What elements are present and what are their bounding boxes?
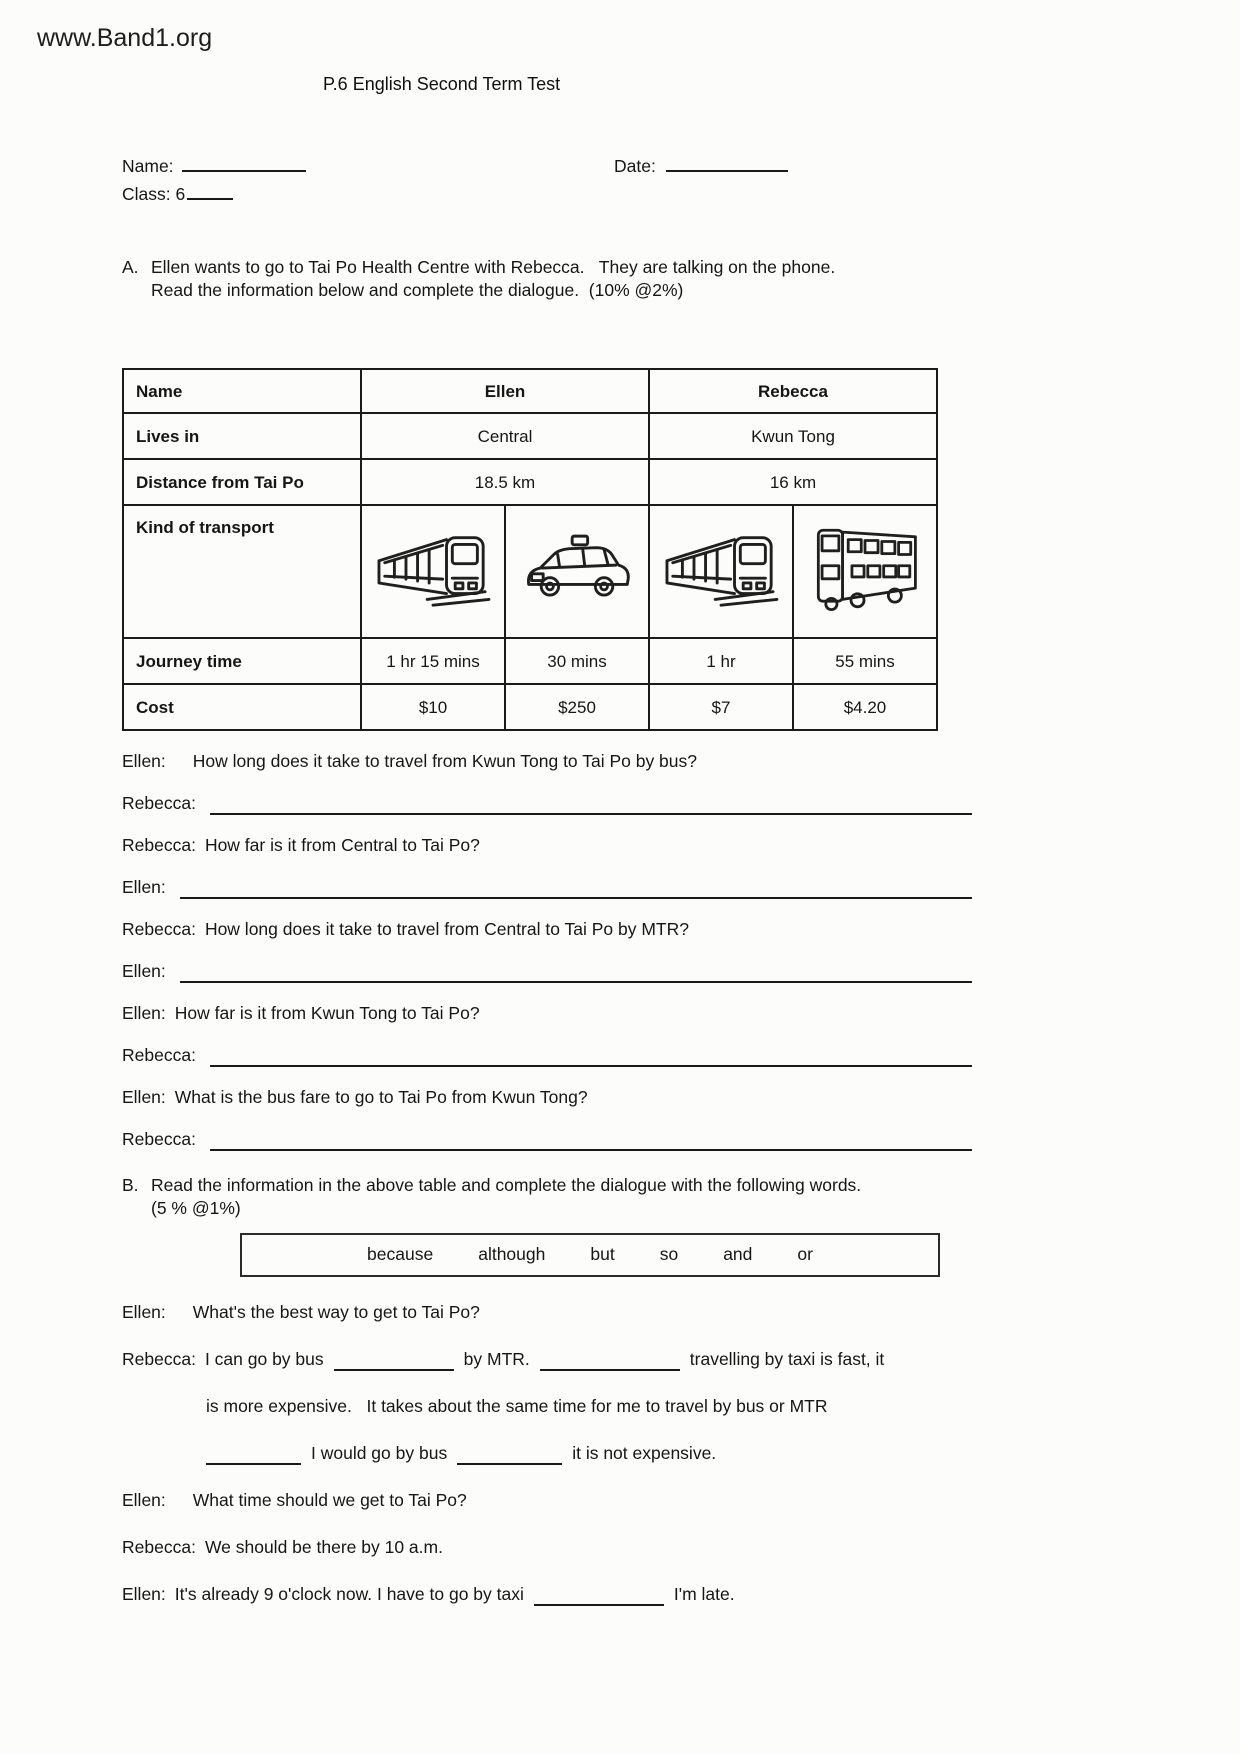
dialogue-answer	[122, 1348, 972, 1371]
section-b-heading	[122, 1174, 972, 1197]
question-text: I'm late.	[673, 1584, 735, 1604]
lives-in-ellen: Central	[361, 413, 649, 459]
answer-text: it is not expensive.	[572, 1443, 717, 1463]
section-a-line2: Read the information below and complete the dialogue. (10% @2%)	[151, 280, 684, 300]
dialogue-question	[122, 834, 972, 857]
dialogue-continuation	[122, 1442, 972, 1465]
main-content	[122, 256, 972, 1606]
dialogue-answer	[122, 960, 972, 983]
date-blank	[666, 155, 788, 172]
transport-ellen-mtr	[361, 505, 505, 638]
header-name-cell: Name	[123, 369, 361, 413]
word-bank-word: or	[797, 1244, 813, 1264]
answer-blank-line	[210, 1130, 972, 1151]
word-bank-word: and	[723, 1244, 753, 1264]
dialogue-question	[122, 918, 972, 941]
transport-label: Kind of transport	[123, 505, 361, 638]
speaker-label: Ellen:	[122, 1087, 166, 1107]
name-line	[122, 155, 306, 177]
header-rebecca-cell: Rebecca	[649, 369, 937, 413]
speaker-label: Ellen:	[122, 877, 166, 897]
section-a-line1: Ellen wants to go to Tai Po Health Centre with Rebecca. They are talking on the phone.	[151, 257, 836, 277]
double-decker-bus-icon	[809, 524, 921, 620]
date-label: Date:	[614, 156, 656, 176]
dialogue-question	[122, 1583, 972, 1606]
lives-in-rebecca: Kwun Tong	[649, 413, 937, 459]
fill-in-blank	[457, 1444, 562, 1465]
page-title: P.6 English Second Term Test	[323, 74, 561, 94]
distance-label: Distance from Tai Po	[123, 459, 361, 505]
fill-in-blank	[534, 1585, 664, 1606]
speaker-label: Ellen:	[122, 1490, 166, 1510]
speaker-label: Rebecca:	[122, 919, 196, 939]
dialogue-continuation	[122, 1395, 972, 1418]
section-a-label: A.	[122, 257, 139, 277]
answer-blank-line	[210, 794, 972, 815]
distance-rebecca: 16 km	[649, 459, 937, 505]
section-b-line1: Read the information in the above table and complete the dialogue with the following words.	[151, 1175, 862, 1195]
question-text: How long does it take to travel from Kwun Tong to Tai Po by bus?	[192, 751, 697, 771]
journey-rebecca-mtr: 1 hr	[649, 638, 793, 684]
name-blank	[182, 155, 306, 172]
word-bank-word: although	[478, 1244, 546, 1264]
table-row-transport	[123, 505, 937, 638]
journey-ellen-taxi: 30 mins	[505, 638, 649, 684]
transport-ellen-taxi	[505, 505, 649, 638]
transport-rebecca-bus	[793, 505, 937, 638]
answer-blank-line	[210, 1046, 972, 1067]
lives-in-label: Lives in	[123, 413, 361, 459]
taxi-icon	[519, 534, 635, 610]
dialogue-answer	[122, 876, 972, 899]
mtr-train-icon	[663, 528, 779, 616]
date-line	[614, 155, 788, 177]
dialogue-question	[122, 1002, 972, 1025]
speaker-label: Rebecca:	[122, 1045, 196, 1065]
answer-blank-line	[180, 962, 972, 983]
table-row-distance	[123, 459, 937, 505]
question-text: How long does it take to travel from Central to Tai Po by MTR?	[204, 919, 689, 939]
class-blank	[187, 183, 233, 200]
question-text: How far is it from Kwun Tong to Tai Po?	[174, 1003, 480, 1023]
cost-label: Cost	[123, 684, 361, 730]
transport-info-table	[122, 368, 938, 731]
answer-text: I would go by bus	[311, 1443, 448, 1463]
speaker-label: Ellen:	[122, 751, 166, 771]
cost-rebecca-mtr: $7	[649, 684, 793, 730]
dialogue-answer	[122, 792, 972, 815]
section-b-line2: (5 % @1%)	[151, 1198, 241, 1218]
word-bank-word: so	[659, 1244, 679, 1264]
fill-in-blank	[334, 1350, 454, 1371]
question-text: How far is it from Central to Tai Po?	[204, 835, 480, 855]
fill-in-blank	[206, 1444, 301, 1465]
table-row-lives-in	[123, 413, 937, 459]
transport-rebecca-mtr	[649, 505, 793, 638]
cost-rebecca-bus: $4.20	[793, 684, 937, 730]
distance-ellen: 18.5 km	[361, 459, 649, 505]
speaker-label: Rebecca:	[122, 1129, 196, 1149]
table-row-journey-time	[123, 638, 937, 684]
dialogue-question	[122, 1086, 972, 1109]
section-b	[122, 1174, 972, 1606]
speaker-label: Ellen:	[122, 1302, 166, 1322]
table-row-header	[123, 369, 937, 413]
word-bank-word: because	[367, 1244, 434, 1264]
answer-text: We should be there by 10 a.m.	[204, 1537, 443, 1557]
answer-text: travelling by taxi is fast, it	[689, 1349, 885, 1369]
answer-text: is more expensive. It takes about the same time for me to travel by bus or MTR	[206, 1396, 828, 1416]
word-bank-word: but	[590, 1244, 615, 1264]
dialogue-answer	[122, 1128, 972, 1151]
journey-ellen-mtr: 1 hr 15 mins	[361, 638, 505, 684]
site-watermark: www.Band1.org	[37, 24, 213, 52]
dialogue-question	[122, 1301, 972, 1324]
section-b-label: B.	[122, 1175, 139, 1195]
dialogue-question	[122, 750, 972, 773]
question-text: What is the bus fare to go to Tai Po from Kwun Tong?	[174, 1087, 588, 1107]
word-bank-box	[240, 1233, 940, 1277]
fill-in-blank	[540, 1350, 680, 1371]
class-label: Class: 6	[122, 184, 186, 204]
journey-rebecca-bus: 55 mins	[793, 638, 937, 684]
speaker-label: Ellen:	[122, 1003, 166, 1023]
dialogue-answer	[122, 1044, 972, 1067]
dialogue-answer	[122, 1536, 972, 1559]
journey-label: Journey time	[123, 638, 361, 684]
speaker-label: Ellen:	[122, 1584, 166, 1604]
dialogue-question	[122, 1489, 972, 1512]
table-row-cost	[123, 684, 937, 730]
cost-ellen-mtr: $10	[361, 684, 505, 730]
answer-text: by MTR.	[463, 1349, 530, 1369]
speaker-label: Ellen:	[122, 961, 166, 981]
name-label: Name:	[122, 156, 174, 176]
class-line	[122, 183, 233, 205]
question-text: It's already 9 o'clock now. I have to go by taxi	[174, 1584, 524, 1604]
question-text: What time should we get to Tai Po?	[192, 1490, 467, 1510]
question-text: What's the best way to get to Tai Po?	[192, 1302, 480, 1322]
header-ellen-cell: Ellen	[361, 369, 649, 413]
mtr-train-icon	[375, 528, 491, 616]
speaker-label: Rebecca:	[122, 793, 196, 813]
section-a-heading	[122, 256, 972, 279]
speaker-label: Rebecca:	[122, 1349, 196, 1369]
speaker-label: Rebecca:	[122, 1537, 196, 1557]
answer-blank-line	[180, 878, 972, 899]
answer-text: I can go by bus	[204, 1349, 324, 1369]
speaker-label: Rebecca:	[122, 835, 196, 855]
cost-ellen-taxi: $250	[505, 684, 649, 730]
